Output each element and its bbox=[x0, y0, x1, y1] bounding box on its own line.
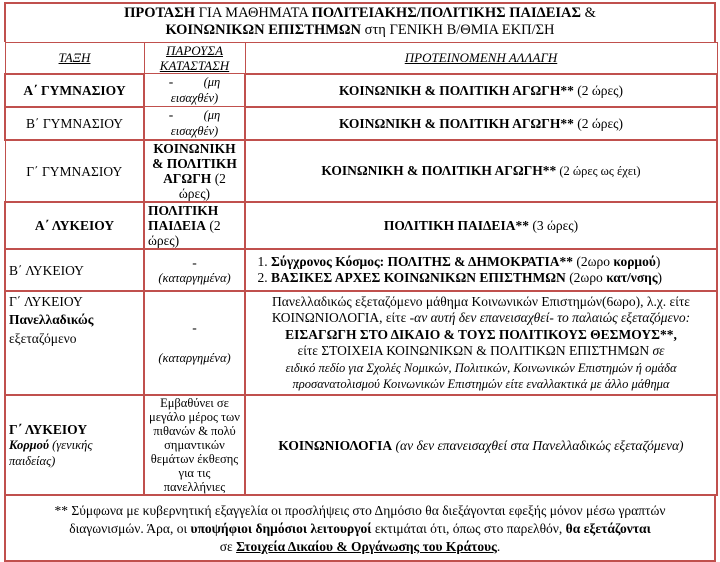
class-cell: Γ΄ ΛΥΚΕΙΟΥ Κορμού (γενικής παιδείας) bbox=[5, 395, 144, 495]
header-current: ΠΑΡΟΥΣΑ ΚΑΤΑΣΤΑΣΗ bbox=[144, 43, 245, 74]
current-cell: - (καταργημένα) bbox=[144, 291, 245, 395]
footnote-line: διαγωνισμών. Άρα, οι bbox=[69, 521, 191, 536]
proposed-cell: ΠΟΛΙΤΙΚΗ ΠΑΙΔΕΙΑ** (3 ώρες) bbox=[245, 202, 717, 249]
list-item: 2. ΒΑΣΙΚΕΣ ΑΡΧΕΣ ΚΟΙΝΩΝΙΚΩΝ ΕΠΙΣΤΗΜΩΝ (2ωρο κατ/νσης) bbox=[271, 270, 713, 286]
document-title bbox=[4, 2, 716, 42]
class-cell: Γ΄ ΓΥΜΝΑΣΙΟΥ bbox=[5, 140, 144, 202]
current-cell: Εμβαθύνει σε μεγάλο μέρος των πιθανών & πολύ σημαντικών θεμάτων έκθεσης για τις πανελλήνιες bbox=[144, 395, 245, 495]
title-part: & bbox=[580, 5, 596, 21]
proposed-cell: ΚΟΙΝΩΝΙΟΛΟΓΙΑ (αν δεν επανεισαχθεί στα Πανελλαδικώς εξεταζόμενα) bbox=[245, 395, 717, 495]
list-item: 1. Σύγχρονος Κόσμος: ΠΟΛΙΤΗΣ & ΔΗΜΟΚΡΑΤΙΑ** (2ωρο κορμού) bbox=[271, 254, 713, 270]
class-cell: Β΄ ΛΥΚΕΙΟΥ bbox=[5, 249, 144, 291]
proposed-cell bbox=[245, 249, 717, 291]
title-part: ΠΟΛΙΤΕΙΑΚΗΣ/ΠΟΛΙΤΙΚΗΣ ΠΑΙΔΕΙΑΣ bbox=[311, 5, 581, 21]
current-cell: - (καταργημένα) bbox=[144, 249, 245, 291]
proposed-cell: ΚΟΙΝΩΝΙΚΗ & ΠΟΛΙΤΙΚΗ ΑΓΩΓΗ** (2 ώρες) bbox=[245, 107, 717, 141]
table-row bbox=[5, 291, 717, 395]
class-cell: Γ΄ ΛΥΚΕΙΟΥ Πανελλαδικώς εξεταζόμενο bbox=[5, 291, 144, 395]
table-row bbox=[5, 107, 717, 141]
current-cell: - (μη εισαχθέν) bbox=[144, 74, 245, 107]
proposal-document bbox=[4, 2, 716, 554]
table-row bbox=[5, 74, 717, 107]
title-part: ΠΡΟΤΑΣΗ bbox=[124, 5, 196, 21]
title-part: στη ΓΕΝΙΚΗ Β/ΘΜΙΑ ΕΚΠ/ΣΗ bbox=[361, 22, 555, 38]
header-proposed: ΠΡΟΤΕΙΝΟΜΕΝΗ ΑΛΛΑΓΗ bbox=[245, 43, 717, 74]
proposed-cell: ΚΟΙΝΩΝΙΚΗ & ΠΟΛΙΤΙΚΗ ΑΓΩΓΗ** (2 ώρες) bbox=[245, 74, 717, 107]
header-class: ΤΑΞΗ bbox=[5, 43, 144, 74]
class-cell: Β΄ ΓΥΜΝΑΣΙΟΥ bbox=[5, 107, 144, 141]
current-cell: ΠΟΛΙΤΙΚΗ ΠΑΙΔΕΙΑ (2 ώρες) bbox=[144, 202, 245, 249]
title-part: ΓΙΑ ΜΑΘΗΜΑΤΑ bbox=[195, 5, 312, 21]
class-cell: Α΄ ΓΥΜΝΑΣΙΟΥ bbox=[5, 74, 144, 107]
table-header-row bbox=[5, 43, 717, 74]
proposed-cell: ΚΟΙΝΩΝΙΚΗ & ΠΟΛΙΤΙΚΗ ΑΓΩΓΗ** (2 ώρες ως έχει) bbox=[245, 140, 717, 202]
footnote: ** Σύμφωνα με κυβερνητική εξαγγελία οι προσλήψεις στο Δημόσιο θα διεξάγονται εφεξής μόνον μέσω γραπτών διαγωνισμών. Άρα, οι υποψήφιοι δημόσιοι λειτουργοί εκτιμάται ότι, όπως στο παρελθόν, θα εξετάζονται σε Στοιχεία Δικαίου & Οργάνωσης του Κράτους. bbox=[4, 496, 716, 562]
table-row bbox=[5, 140, 717, 202]
footnote-line: ** Σύμφωνα με κυβερνητική εξαγγελία οι προσλήψεις στο Δημόσιο θα διεξάγονται εφεξής μόνον μέσω γραπτών bbox=[54, 503, 666, 518]
proposed-cell: Πανελλαδικώς εξεταζόμενο μάθημα Κοινωνικών Επιστημών(6ωρο), λ.χ. είτε ΚΟΙΝΩΝΙΟΛΟΓΙΑ, είτε -αν αυτή δεν επανεισαχθεί- το παλαιώς εξεταζόμενο: ΕΙΣΑΓΩΓΗ ΣΤΟ ΔΙΚΑΙΟ & ΤΟΥΣ ΠΟΛΙΤΙΚΟΥΣ ΘΕΣΜΟΥΣ**, είτε ΣΤΟΙΧΕΙΑ ΚΟΙΝΩΝΙΚΩΝ & ΠΟΛΙΤΙΚΩΝ ΕΠΙΣΤΗΜΩΝ σε ειδικό πεδίο για Σχολές Νομικών, Πολιτικών, Κοινωνικών Επιστημών ή ομάδα προσανατολισμού Κοινωνικών Επιστημών είτε εναλλακτικά με άλλο μάθημα bbox=[245, 291, 717, 395]
footnote-line: σε bbox=[219, 539, 237, 554]
current-cell: - (μη εισαχθέν) bbox=[144, 107, 245, 141]
table-row bbox=[5, 202, 717, 249]
current-cell: ΚΟΙΝΩΝΙΚΗ & ΠΟΛΙΤΙΚΗ ΑΓΩΓΗ (2 ώρες) bbox=[144, 140, 245, 202]
curriculum-table bbox=[4, 42, 718, 496]
table-row bbox=[5, 249, 717, 291]
title-part: ΚΟΙΝΩΝΙΚΩΝ ΕΠΙΣΤΗΜΩΝ bbox=[165, 22, 362, 38]
class-cell: Α΄ ΛΥΚΕΙΟΥ bbox=[5, 202, 144, 249]
proposed-list bbox=[249, 254, 713, 286]
table-row bbox=[5, 395, 717, 495]
